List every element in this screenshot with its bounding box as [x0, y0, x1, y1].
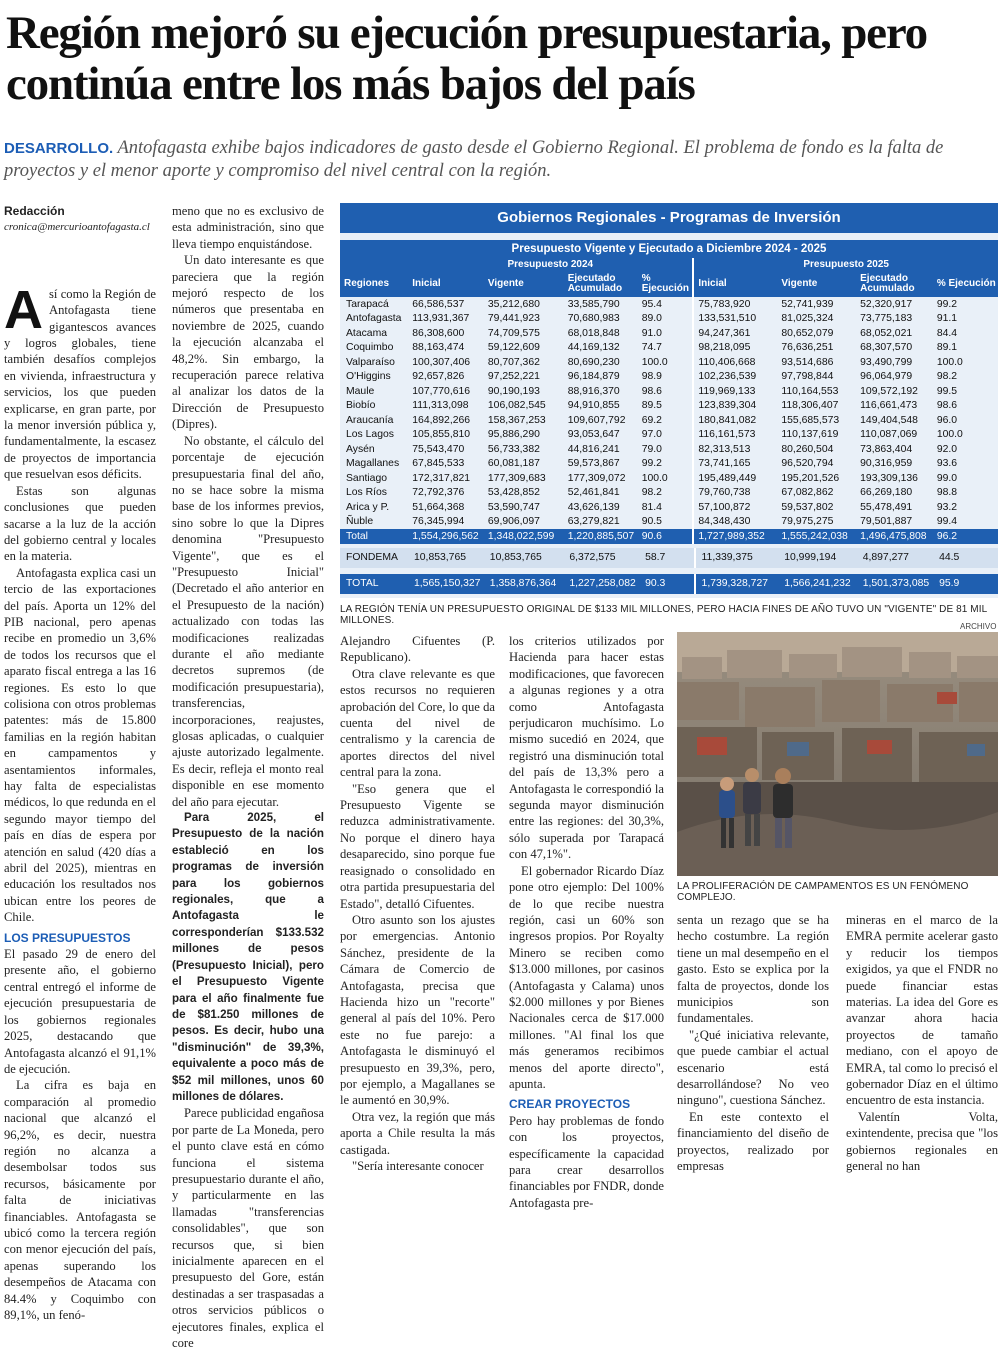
- table-cell: 73,775,183: [860, 313, 913, 325]
- table-cell: 69.2: [641, 414, 662, 426]
- table-row: [340, 370, 998, 385]
- table-cell: 193,309,136: [860, 472, 918, 484]
- table-cell: 43,626,139: [567, 501, 620, 513]
- table-cell: 89.5: [641, 400, 662, 412]
- table-cell: 1,565,150,327: [408, 574, 484, 594]
- dek-text: Antofagasta exhibe bajos indicadores de gasto desde el Gobierno Regional. El problema de fondo es la falta de proyectos y el menor aporte y compromiso del nivel central con la región.: [4, 138, 944, 181]
- column-4: [509, 633, 664, 1211]
- table-cell: 79.0: [641, 443, 662, 455]
- row-label: Biobío: [346, 400, 376, 412]
- table-cell: 75,783,920: [693, 297, 777, 312]
- table-cell: 111,313,098: [412, 400, 469, 412]
- table-cell: 1,227,258,082: [563, 574, 639, 594]
- table-cell: 92,657,826: [412, 371, 465, 383]
- table-caption: LA REGIÓN TENÍA UN PRESUPUESTO ORIGINAL DE $133 MIL MILLONES, PERO HACIA FINES DE AÑO TUVO UN "VIGENTE" DE 81 MIL MILLONES.: [340, 604, 987, 626]
- row-label: Maule: [346, 385, 375, 397]
- table-cell: 107,770,616: [412, 385, 471, 397]
- column-header: Inicial: [693, 271, 777, 297]
- table-row: [340, 312, 998, 327]
- table-row: [340, 500, 998, 515]
- table-cell: 35,212,680: [487, 298, 540, 310]
- column-2: [172, 203, 324, 1351]
- table-cell: 52,741,939: [781, 298, 834, 310]
- column-header: Inicial: [408, 271, 484, 297]
- table-cell: 72,792,376: [412, 487, 465, 499]
- table-cell: 98.6: [936, 400, 958, 412]
- table-cell: 90.3: [639, 574, 694, 594]
- table-cell: 10,853,765: [408, 548, 484, 568]
- table-cell: 79,760,738: [693, 486, 777, 501]
- table-cell: 68,307,570: [860, 342, 913, 354]
- table-cell: 68,018,848: [567, 327, 620, 339]
- photo-illustration: [677, 632, 998, 876]
- table-cell: 1,501,373,085: [857, 574, 933, 594]
- paragraph: "¿Qué iniciativa relevante, que puede cambiar el actual escenario está desarrollándose? No veo ninguno", cuestiona Sánchez.: [677, 1027, 829, 1108]
- table-cell: 57,100,872: [693, 500, 777, 515]
- row-label: Total: [340, 529, 408, 544]
- table-cell: 59,122,609: [487, 342, 540, 354]
- paragraph: Valentín Volta, exintendente, precisa que "los gobiernos regionales en general no han: [846, 1109, 998, 1174]
- table-cell: 88,163,474: [412, 342, 465, 354]
- row-label: Los Lagos: [346, 429, 394, 441]
- subheading-crear-proyectos: CREAR PROYECTOS: [509, 1097, 631, 1112]
- table-cell: 1,727,989,352: [693, 529, 777, 544]
- table-cell: 91.0: [641, 327, 662, 339]
- table-cell: 100.0: [936, 356, 963, 368]
- table-cell: 172,317,821: [412, 472, 471, 484]
- table-cell: 11,339,375: [695, 548, 779, 568]
- paragraph: "Eso genera que el Presupuesto Vigente se reduzca administrativamente. No porque el dinero haya desaparecido, sino porque fue reasignado o consolidado en otra partida presupuestaria del Estado", detalló Cifuentes.: [340, 781, 495, 911]
- row-label: Ñuble: [346, 516, 374, 528]
- table-row: [340, 355, 998, 370]
- column-header: Vigente: [777, 271, 856, 297]
- table-cell: 56,733,382: [487, 443, 540, 455]
- budget-table: [340, 203, 998, 598]
- table-cell: 1,566,241,232: [778, 574, 856, 594]
- table-cell: 98.2: [641, 487, 662, 499]
- table-cell: 53,590,747: [487, 501, 540, 513]
- table-row: [340, 515, 998, 530]
- column-3: [340, 633, 495, 1174]
- table-title: Gobiernos Regionales - Programas de Inversión: [340, 203, 998, 233]
- table-subtitle: Presupuesto Vigente y Ejecutado a Diciembre 2024 - 2025: [340, 240, 998, 258]
- table-cell: 100,307,406: [412, 356, 471, 368]
- table-cell: 1,554,296,562: [408, 529, 484, 544]
- table-cell: 99.0: [936, 472, 958, 484]
- table-cell: 93,514,686: [781, 356, 834, 368]
- table-row: [340, 297, 998, 312]
- table-cell: 68,052,021: [860, 327, 913, 339]
- table-cell: 110,406,668: [693, 355, 777, 370]
- row-label: O'Higgins: [346, 371, 391, 383]
- table-cell: 164,892,266: [412, 414, 471, 426]
- paragraph: meno que no es exclusivo de esta administración, sino que lleva tiempo enquistándose.: [172, 204, 324, 251]
- table-cell: 91.1: [936, 313, 958, 325]
- table-row: [340, 399, 998, 414]
- row-label: Araucanía: [346, 414, 394, 426]
- paragraph: Estas son algunas conclusiones que pueden sacarse a la luz de la acción del gobierno central y locales en la materia.: [4, 483, 156, 564]
- table-cell: 1,555,242,038: [777, 529, 856, 544]
- table-row: [340, 326, 998, 341]
- column-header: % Ejecución: [933, 271, 998, 297]
- table-cell: 53,428,852: [487, 487, 540, 499]
- subheading-presupuestos: LOS PRESUPUESTOS: [4, 930, 131, 945]
- table-cell: 110,164,553: [781, 385, 839, 397]
- table-cell: 177,309,072: [567, 472, 626, 484]
- table-cell: 109,607,792: [567, 414, 626, 426]
- table-cell: 4,897,277: [857, 548, 933, 568]
- table-cell: 180,841,082: [693, 413, 777, 428]
- table-cell: 89.1: [936, 342, 958, 354]
- table-cell: 95.9: [933, 574, 998, 594]
- table-cell: 1,358,876,364: [484, 574, 564, 594]
- table-cell: 93,490,799: [860, 356, 913, 368]
- table-cell: 93,053,647: [567, 429, 620, 441]
- table-cell: 149,404,548: [860, 414, 918, 426]
- table-cell: 74,709,575: [487, 327, 540, 339]
- table-cell: 33,585,790: [567, 298, 620, 310]
- table-cell: 96,184,879: [567, 371, 620, 383]
- data-table: [340, 258, 998, 544]
- table-cell: 51,664,368: [412, 501, 465, 513]
- table-cell: 88,916,370: [567, 385, 620, 397]
- table-cell: 97.0: [641, 429, 662, 441]
- table-cell: 94,247,361: [693, 326, 777, 341]
- campamento-photo: [677, 632, 998, 876]
- table-cell: 94,910,855: [567, 400, 620, 412]
- table-cell: 119,969,133: [693, 384, 777, 399]
- table-cell: 116,661,473: [860, 400, 918, 412]
- paragraph: Parece publicidad engañosa por parte de La Moneda, pero el punto clave está en cómo funciona el sistema presupuestario durante el año, y particularmente en las llamadas "transferencias consolidables", que son recursos que, si bien inicialmente aparecen en el presupuesto del Gore, están destinadas a ser traspasadas a otros servicios públicos o ejecutores finales, explica el core: [172, 1106, 324, 1351]
- column-header: Ejecutado Acumulado: [856, 271, 933, 297]
- paragraph: Otra clave relevante es que estos recursos no requieren aprobación del Core, lo que da cuenta del nivel de centralismo y la carencia de aportes directos del nivel central para la zona.: [340, 666, 495, 780]
- table-cell: 66,269,180: [860, 487, 913, 499]
- paragraph: mineras en el marco de la EMRA permite acelerar gasto y reducir los tiempos exigidos, ya que el FNDR no puede financiar estas materias. La idea del Gore es avanzar ahora hacia proyectos de tamaño mediano, con el apoyo de EMRA, tal como lo precisó el gobernador Díaz en el último encuentro de esta instancia.: [846, 913, 998, 1108]
- table-cell: 44,169,132: [567, 342, 620, 354]
- paragraph: Antofagasta explica casi un tercio de las exportaciones del país. Aporta un 12% del PIB nacional, pero apenas recibe en promedio un 3,6% de todos los recursos que el aparato fiscal entrega a las 16 regiones. Es esto lo que colisiona con otros problemas patentes: más de 15.800 familias en la región habitan en campamentos y asentamientos informales, hay falta de especialistas médicos, lo que redunda en el segundo mayor tiempo del país en días de espera por atención en salud (420 días a abril del 2025), mientras en educación los resultados nos ubican entre los peores de Chile.: [4, 565, 156, 925]
- table-cell: 116,161,573: [693, 428, 777, 443]
- row-label: TOTAL: [340, 574, 408, 594]
- table-cell: 1,739,328,727: [695, 574, 779, 594]
- table-cell: 96,520,794: [781, 458, 834, 470]
- paragraph: En este contexto el financiamiento del diseño de proyectos, realizado por empresas: [677, 1109, 829, 1174]
- table-cell: 102,236,539: [693, 370, 777, 385]
- table-cell: 98.6: [641, 385, 662, 397]
- paragraph: Un dato interesante es que pareciera que la región mejoró respecto de los números que presentaba en noviembre de 2025, cuando la ejecución alcanzaba el 48,2%. Sin embargo, la recuperación parece relativa al analizar los datos de la Dirección de Presupuesto (Dipres).: [172, 253, 324, 432]
- table-row: [340, 486, 998, 501]
- table-cell: 90,190,193: [487, 385, 540, 397]
- table-cell: 10,853,765: [484, 548, 564, 568]
- table-cell: 95.4: [641, 298, 662, 310]
- row-label: Arica y P.: [346, 501, 390, 513]
- table-cell: 95,886,290: [487, 429, 540, 441]
- table-cell: 1,348,022,599: [484, 529, 564, 544]
- table-cell: 79,441,923: [487, 313, 540, 325]
- table-cell: 100.0: [641, 472, 668, 484]
- table-cell: 69,906,097: [487, 516, 540, 528]
- table-cell: 67,845,533: [412, 458, 465, 470]
- paragraph: los criterios utilizados por Hacienda para hacer estas modificaciones, que favorecen a algunas regiones y a otra como Antofagasta perjudicaron muchísimo. Lo mismo sucedió en 2024, que registró una disminución total del país de 13,3% pero a Antofagasta le correspondió la segunda mayor disminución entre las regiones: del 30,3%, sólo superada por Tarapacá con 47,1%".: [509, 634, 664, 862]
- table-cell: 123,839,304: [693, 399, 777, 414]
- table-cell: 1,220,885,507: [564, 529, 638, 544]
- table-cell: 90.5: [641, 516, 662, 528]
- table-cell: 93.2: [936, 501, 958, 513]
- table-cell: 98.8: [936, 487, 958, 499]
- table-row: [340, 442, 998, 457]
- table-cell: 86,308,600: [412, 327, 465, 339]
- paragraph: No obstante, el cálculo del porcentaje de ejecución presupuestaria final del año, no se hace sobre la misma base de los informes previos, sino sobre lo que la Dipres denomina "Presupuesto Vigente", que es el "Presupuesto Inicial" (Decretado el año anterior en el Presupuesto de la nación) actualizado con todas las modificaciones realizadas durante el año mediante decretos supremos (de modificación presupuestaria), transferencias, incorporaciones, reajustes, glosas aplicadas, o cualquier ajuste autorizado legalmente. Es decir, refleja el monto real disponible en ese momento del año para ejecutar.: [172, 433, 324, 809]
- table-cell: 80,260,504: [781, 443, 834, 455]
- row-label: Antofagasta: [346, 313, 402, 325]
- paragraph: Otro asunto son los ajustes por emergencias. Antonio Sánchez, presidente de la Cámara de Comercio de Antofagasta, precisa que Hacienda hizo un "recorte" general al país del 10%. Pero este no fue parejo: a Antofagasta le disminuyó el presupuesto en 39,3%, pero, por ejemplo, a Magallanes se le aumentó en 30,9%.: [340, 912, 495, 1108]
- column-header: Vigente: [484, 271, 564, 297]
- table-cell: 99.4: [936, 516, 958, 528]
- table-cell: 96.2: [933, 529, 998, 544]
- fondema-row: [340, 548, 998, 568]
- column-header: Ejecutado Acumulado: [564, 271, 638, 297]
- column-header: % Ejecución: [638, 271, 694, 297]
- table-cell: 96,064,979: [860, 371, 913, 383]
- paragraph: Pero hay problemas de fondo con los proyectos, específicamente la capacidad para crear desarrollos financiables por FNDR, donde Antofagasta pre-: [509, 1113, 664, 1210]
- paragraph: Alejandro Cifuentes (P. Republicano).: [340, 634, 495, 665]
- table-cell: 80,707,362: [487, 356, 540, 368]
- table-row: [340, 341, 998, 356]
- paragraph: El gobernador Ricardo Díaz pone otro ejemplo: Del 100% de lo que recibe nuestra región, casi un 60% son ingresos propios. Por Royalty Minero se reciben como $13.000 millones, por casinos (Antofagasta y Calama) unos $2.000 millones y por Bienes Nacionales cerca de $17.000 millones. "Al final los que más generamos recibimos menos del aporte directo", apunta.: [509, 863, 664, 1091]
- table-cell: 195,489,449: [693, 471, 777, 486]
- table-cell: 81.4: [641, 501, 662, 513]
- table-cell: 105,855,810: [412, 429, 471, 441]
- table-cell: 93.6: [936, 458, 958, 470]
- drop-cap: A: [4, 279, 43, 340]
- photo-caption: LA PROLIFERACIÓN DE CAMPAMENTOS ES UN FENÓMENO COMPLEJO.: [677, 881, 969, 903]
- table-cell: 79,501,887: [860, 516, 913, 528]
- table-cell: 100.0: [641, 356, 668, 368]
- dek-kicker: DESARROLLO.: [4, 140, 114, 157]
- column-header: Regiones: [340, 271, 408, 297]
- table-cell: 84.4: [936, 327, 958, 339]
- table-cell: 90.6: [638, 529, 694, 544]
- paragraph: Así como la Región de Antofagasta tiene gigantescos avances y logros globales, tiene también desafíos complejos en vivienda, infraestructura y servicios, los que pueden explicarse, en gran parte, por la menor inversión pública y, fundamentalmente, la escasez de proyectos de importancia que resuelvan esos déficits.: [4, 279, 156, 482]
- table-cell: 99.2: [936, 298, 958, 310]
- table-cell: 75,543,470: [412, 443, 465, 455]
- row-label: Atacama: [346, 327, 388, 339]
- row-label: Los Ríos: [346, 487, 388, 499]
- photo-credit: ARCHIVO: [960, 622, 997, 631]
- paragraph: El pasado 29 de enero del presente año, el gobierno central entregó el informe de ejecución presupuestaria de los gobiernos regionales 2025, destacando que Antofagasta alcanzó el 91,1% de ejecución.: [4, 947, 156, 1076]
- paragraph-bold: Para 2025, el Presupuesto de la nación estableció en los programas de inversión para los gobiernos regionales, que a Antofagasta le corresponderían $133.532 millones de pesos (Presupuesto Inicial), pero el Presupuesto Vigente para el año finalmente fue de $81.250 millones de pesos. Es decir, hubo una "disminución" de 39,3%, equivalente a poco más de $52 mil millones, unos 60 millones de dólares.: [172, 811, 324, 1103]
- table-row: [340, 413, 998, 428]
- headline: Región mejoró su ejecución presupuestaria, pero continúa entre los más bajos del país: [6, 7, 927, 110]
- table-cell: 155,685,573: [781, 414, 840, 426]
- table-cell: 100.0: [936, 429, 963, 441]
- table-cell: 98.2: [936, 371, 958, 383]
- table-cell: 73,863,404: [860, 443, 913, 455]
- table-cell: 59,537,802: [781, 501, 834, 513]
- byline: Redacción: [4, 204, 65, 218]
- table-cell: 60,081,187: [487, 458, 540, 470]
- row-label: Magallanes: [346, 458, 400, 470]
- table-cell: 44.5: [933, 548, 998, 568]
- table-cell: 73,741,165: [693, 457, 777, 472]
- table-cell: 44,816,241: [567, 443, 620, 455]
- row-label: Santiago: [346, 472, 388, 484]
- table-cell: 74.7: [641, 342, 662, 354]
- table-cell: 110,137,619: [781, 429, 839, 441]
- grand-total-row: [340, 574, 998, 594]
- table-cell: 97,798,844: [781, 371, 834, 383]
- row-label: FONDEMA: [340, 548, 408, 568]
- table-cell: 67,082,862: [781, 487, 834, 499]
- table-row: [340, 471, 998, 486]
- table-cell: 79,975,275: [781, 516, 834, 528]
- table-cell: 195,201,526: [781, 472, 840, 484]
- table-cell: 177,309,683: [487, 472, 546, 484]
- table-cell: 58.7: [639, 548, 694, 568]
- group-header-2025: Presupuesto 2025: [693, 258, 998, 271]
- table-cell: 82,313,513: [693, 442, 777, 457]
- table-cell: 80,652,079: [781, 327, 834, 339]
- column-6: [846, 912, 998, 1175]
- table-cell: 6,372,575: [563, 548, 639, 568]
- table-cell: 66,586,537: [412, 298, 465, 310]
- table-cell: 110,087,069: [860, 429, 918, 441]
- table-cell: 106,082,545: [487, 400, 546, 412]
- table-cell: 81,025,324: [781, 313, 834, 325]
- summary-table: [340, 548, 998, 594]
- table-cell: 113,931,367: [412, 313, 470, 325]
- table-cell: 84,348,430: [693, 515, 777, 530]
- table-cell: 63,279,821: [567, 516, 620, 528]
- table-cell: 99.2: [641, 458, 662, 470]
- table-row: [340, 457, 998, 472]
- table-cell: 158,367,253: [487, 414, 546, 426]
- table-cell: 98,218,095: [693, 341, 777, 356]
- row-label: Valparaíso: [346, 356, 395, 368]
- table-cell: 59,573,867: [567, 458, 620, 470]
- table-cell: 10,999,194: [778, 548, 856, 568]
- table-cell: 55,478,491: [860, 501, 913, 513]
- table-cell: 97,252,221: [487, 371, 540, 383]
- table-cell: 52,461,841: [567, 487, 620, 499]
- table-cell: 99.5: [936, 385, 958, 397]
- row-label: Coquimbo: [346, 342, 394, 354]
- table-cell: 118,306,407: [781, 400, 839, 412]
- table-cell: 109,572,192: [860, 385, 918, 397]
- table-cell: 98.9: [641, 371, 662, 383]
- table-cell: 90,316,959: [860, 458, 913, 470]
- paragraph: Otra vez, la región que más aporta a Chile resulta la más castigada.: [340, 1109, 495, 1157]
- table-total-row: [340, 529, 998, 544]
- group-header-2024: Presupuesto 2024: [408, 258, 693, 271]
- table-cell: 133,531,510: [693, 312, 777, 327]
- dek: [4, 137, 996, 182]
- table-cell: 92.0: [936, 443, 958, 455]
- table-row: [340, 384, 998, 399]
- column-5: [677, 912, 829, 1175]
- table-cell: 76,345,994: [412, 516, 465, 528]
- table-row: [340, 428, 998, 443]
- table-cell: 52,320,917: [860, 298, 913, 310]
- paragraph: La cifra es baja en comparación al promedio nacional que alcanzó el 96,2%, es decir, nuestra región no alcanza a desembolsar todos sus recursos, básicamente por falta de iniciativas financiables. Antofagasta se ubicó como la tercera región con menor ejecución del país, apenas superando los desempeños de Atacama con 84.4% y Coquimbo con 89,1%, un fenó-: [4, 1078, 156, 1322]
- table-cell: 80,690,230: [567, 356, 620, 368]
- table-cell: 96.0: [936, 414, 958, 426]
- table-cell: 1,496,475,808: [856, 529, 933, 544]
- paragraph: senta un rezago que se ha hecho costumbre. La región tiene un mal desempeño en el gasto. Esto se explica por la falta de proyectos, donde los municipios son fundamentales.: [677, 913, 829, 1026]
- table-cell: 89.0: [641, 313, 662, 325]
- table-cell: 70,680,983: [567, 313, 620, 325]
- author-email: cronica@mercurioantofagasta.cl: [4, 221, 150, 234]
- row-label: Tarapacá: [346, 298, 389, 310]
- column-1: [4, 203, 156, 1323]
- table-cell: 76,636,251: [781, 342, 834, 354]
- paragraph: "Sería interesante conocer: [352, 1159, 484, 1173]
- row-label: Aysén: [346, 443, 375, 455]
